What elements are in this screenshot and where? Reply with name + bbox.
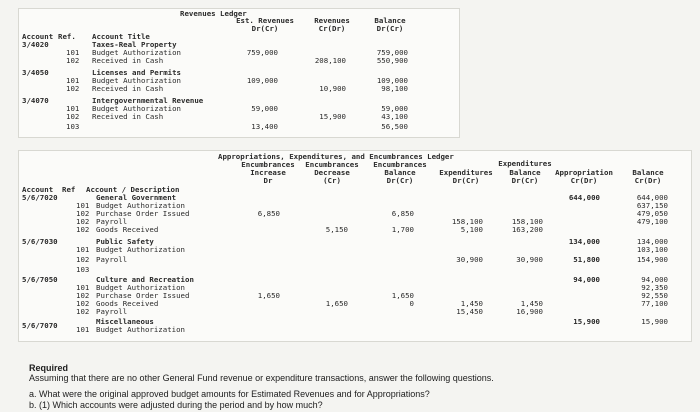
app-row-description: Goods Received [96,299,159,308]
rev-row-title: Taxes-Real Property [92,40,177,49]
app-header-account: Account [22,185,54,194]
app-row-appropriation: 134,000 [568,237,600,246]
rev-row-ref: 102 [66,84,80,93]
app-row-balance: 15,900 [641,317,668,326]
app-row-ref: 101 [76,245,90,254]
app-row-exp-balance: 30,900 [516,255,543,264]
app-row-description: Budget Authorization [96,283,185,292]
app-account-7070: 5/6/7070 [22,321,58,330]
app-header-enc-bal-2: Balance [384,168,416,177]
app-row-ref: 102 [76,307,90,316]
app-row-description: Payroll [96,255,128,264]
app-row-enc-balance: 1,650 [391,291,414,300]
app-row-appropriation: 94,000 [573,275,600,284]
rev-row-balance: 56,500 [381,122,408,131]
revenues-ledger-title: Revenues Ledger [180,9,247,18]
app-row-ref: 101 [76,325,90,334]
app-row-ref: 102 [76,225,90,234]
app-account-7050: 5/6/7050 [22,275,58,284]
app-row-balance: 94,000 [641,275,668,284]
app-header-balance-1: Balance [632,168,664,177]
app-row-ref: 102 [76,217,90,226]
rev-row-ref: 101 [66,76,80,85]
app-row-description: Purchase Order Issued [96,291,190,300]
app-header-desc: Account / Description [86,185,180,194]
app-row-description: Miscellaneous [96,317,154,326]
rev-row-ref: 102 [66,112,80,121]
rev-header-balance-sub: Dr(Cr) [376,24,404,33]
app-row-appropriation: 51,800 [573,255,600,264]
app-row-enc-decrease: 5,150 [325,225,348,234]
app-header-enc-dec-1: Encumbrances [305,160,359,169]
rev-header-revenues-sub: Cr(Dr) [318,24,346,33]
app-header-appropriation-2: Cr(Dr) [570,176,598,185]
rev-row-title: Budget Authorization [92,104,181,113]
app-header-enc-bal-3: Dr(Cr) [386,176,414,185]
app-header-exp-2: Dr(Cr) [452,176,480,185]
app-header-exp-bal-2: Dr(Cr) [511,176,539,185]
app-row-description: Culture and Recreation [96,275,194,284]
app-header-exp-top: Expenditures [498,159,552,168]
rev-header-est-sub: Dr(Cr) [251,24,279,33]
app-row-balance: 77,100 [641,299,668,308]
app-row-balance: 103,100 [636,245,668,254]
app-row-description: Budget Authorization [96,245,185,254]
app-row-exp-balance: 163,200 [511,225,543,234]
rev-row-ref: 101 [66,48,80,57]
rev-row-est-revenues: 13,400 [251,122,278,131]
app-row-ref: 101 [76,201,90,210]
app-row-exp-balance: 158,100 [511,217,543,226]
app-row-expenditures: 1,450 [460,299,483,308]
rev-header-revenues: Revenues [314,16,350,25]
app-row-ref: 102 [76,291,90,300]
app-header-enc-dec-3: (Cr) [323,176,341,185]
app-row-balance: 637,150 [636,201,668,210]
app-row-balance: 92,550 [641,291,668,300]
rev-row-revenues: 10,900 [319,84,346,93]
rev-row-est-revenues: 59,000 [251,104,278,113]
rev-account-4070: 3/4070 [22,96,49,105]
rev-header-balance: Balance [374,16,406,25]
app-row-ref: 102 [76,209,90,218]
app-header-exp-bal-1: Balance [509,168,541,177]
rev-row-est-revenues: 759,000 [246,48,278,57]
app-row-description: Public Safety [96,237,154,246]
app-row-appropriation: 15,900 [573,317,600,326]
rev-row-title: Received in Cash [92,56,164,65]
app-header-enc-bal-1: Encumbrances [373,160,427,169]
app-row-balance: 479,100 [636,217,668,226]
rev-row-title: Licenses and Permits [92,68,181,77]
app-row-exp-balance: 1,450 [520,299,543,308]
rev-row-ref: 101 [66,104,80,113]
rev-account-4020: 3/4020 [22,40,49,49]
app-row-enc-decrease: 1,650 [325,299,348,308]
rev-row-ref: 102 [66,56,80,65]
app-row-description: Goods Received [96,225,159,234]
app-row-balance: 479,050 [636,209,668,218]
app-row-expenditures: 15,450 [456,307,483,316]
rev-header-est: Est. Revenues [236,16,294,25]
appropriations-ledger-title: Appropriations, Expenditures, and Encumbrances Ledger [218,152,454,161]
app-account-7030: 5/6/7030 [22,237,58,246]
app-row-ref: 102 [76,255,90,264]
required-heading: Required [29,363,69,373]
app-row-expenditures: 30,900 [456,255,483,264]
app-row-enc-increase: 6,850 [257,209,280,218]
app-header-enc-inc-1: Encumbrances [241,160,295,169]
rev-header-title: Account Title [92,32,150,41]
app-row-ref: 102 [76,299,90,308]
app-row-enc-increase: 1,650 [257,291,280,300]
required-intro: Assuming that there are no other General Fund revenue or expenditure transactions, answer the following questions. [29,373,494,383]
app-row-enc-balance: 1,700 [391,225,414,234]
rev-row-balance: 43,100 [381,112,408,121]
rev-row-est-revenues: 109,000 [246,76,278,85]
app-row-enc-balance: 6,850 [391,209,414,218]
rev-row-balance: 109,000 [376,76,408,85]
app-row-appropriation: 644,000 [568,193,600,202]
app-row-balance: 154,900 [636,255,668,264]
app-row-description: Budget Authorization [96,201,185,210]
app-account-7020: 5/6/7020 [22,193,58,202]
rev-row-title: Received in Cash [92,112,164,121]
rev-row-revenues: 208,100 [314,56,346,65]
app-row-ref: 101 [76,283,90,292]
app-row-expenditures: 158,100 [451,217,483,226]
app-header-enc-dec-2: Decrease [314,168,350,177]
app-row-balance: 92,350 [641,283,668,292]
rev-row-balance: 98,100 [381,84,408,93]
app-header-exp-1: Expenditures [439,168,493,177]
rev-account-4050: 3/4050 [22,68,49,77]
app-row-description: Payroll [96,307,128,316]
required-question-b: b. (1) Which accounts were adjusted during the period and by how much? [29,400,323,410]
rev-row-ref: 103 [66,122,80,131]
app-row-description: General Government [96,193,177,202]
rev-row-title: Budget Authorization [92,48,181,57]
rev-row-title: Intergovernmental Revenue [92,96,204,105]
app-row-description: Purchase Order Issued [96,209,190,218]
app-row-enc-balance: 0 [409,299,414,308]
app-row-balance: 644,000 [636,193,668,202]
rev-row-balance: 550,900 [376,56,408,65]
app-header-ref: Ref [62,185,76,194]
required-question-a: a. What were the original approved budget amounts for Estimated Revenues and for Appropriations? [29,389,430,399]
app-header-enc-inc-2: Increase [250,168,286,177]
app-row-balance: 134,000 [636,237,668,246]
rev-row-balance: 59,000 [381,104,408,113]
rev-row-revenues: 15,900 [319,112,346,121]
app-row-exp-balance: 16,900 [516,307,543,316]
rev-row-title: Received in Cash [92,84,164,93]
app-header-appropriation-1: Appropriation [555,168,613,177]
app-header-enc-inc-3: Dr [263,176,273,185]
app-row-ref: 103 [76,265,90,274]
app-row-description: Payroll [96,217,128,226]
rev-header-account: Account [22,32,54,41]
rev-row-title: Budget Authorization [92,76,181,85]
rev-row-balance: 759,000 [376,48,408,57]
app-row-description: Budget Authorization [96,325,185,334]
app-header-balance-2: Cr(Dr) [634,176,662,185]
app-row-expenditures: 5,100 [460,225,483,234]
rev-header-ref: Ref. [58,32,76,41]
